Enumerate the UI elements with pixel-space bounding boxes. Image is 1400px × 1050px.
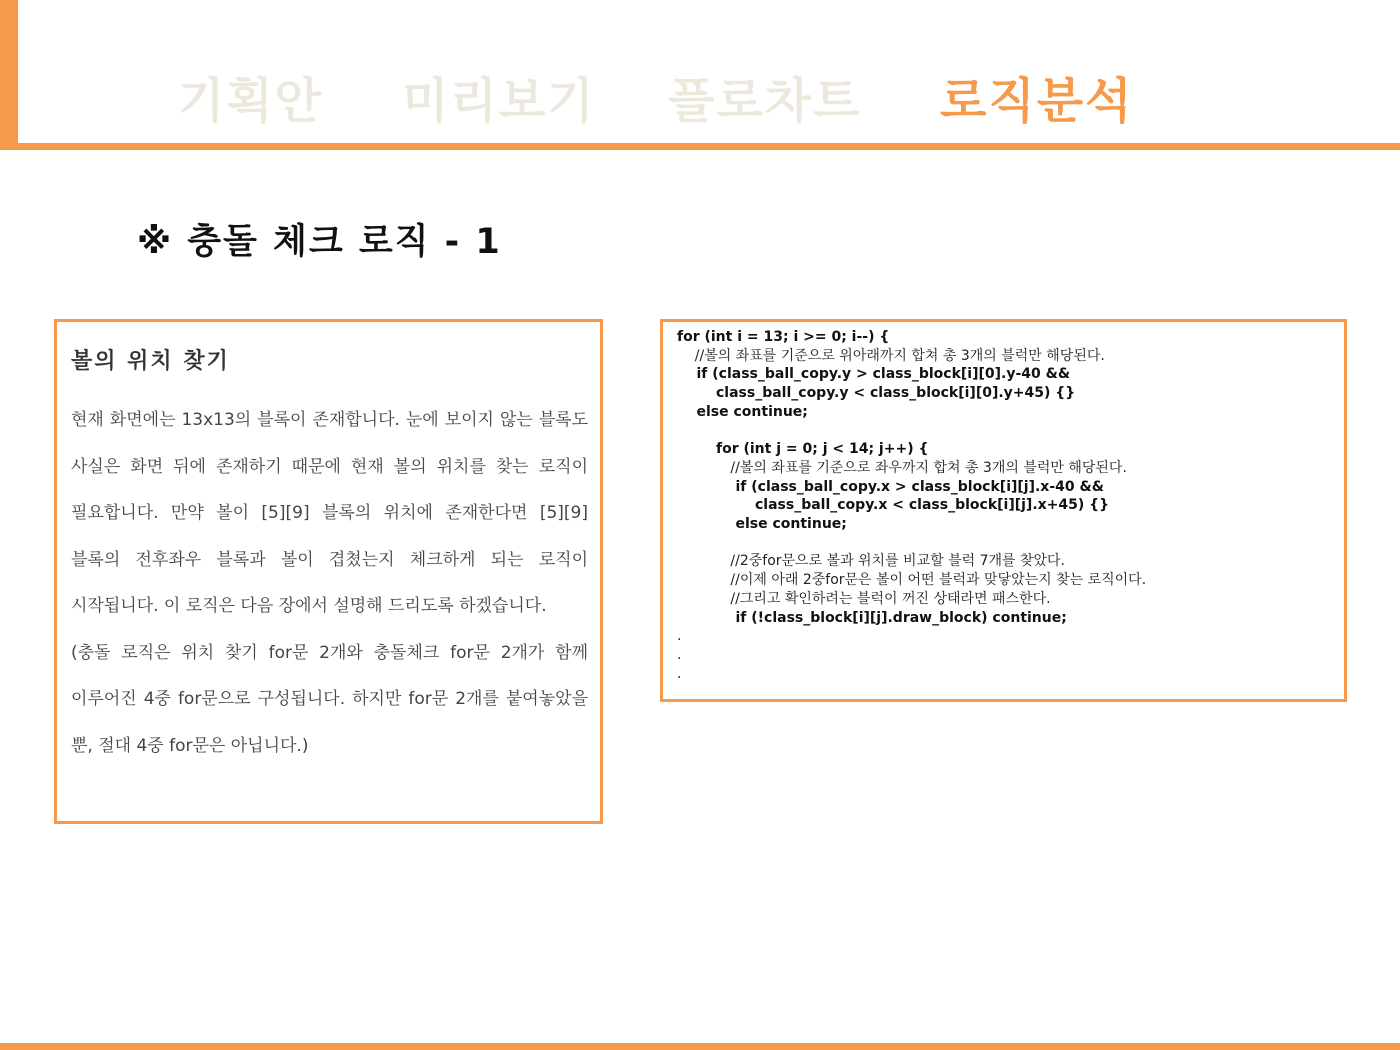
- code-blank-line: [677, 422, 1336, 441]
- tab-logic-analysis[interactable]: 로직분석: [940, 73, 1134, 129]
- code-line: else continue;: [677, 403, 808, 420]
- code-comment: //볼의 좌표를 기준으로 위아래까지 합쳐 총 3개의 블럭만 해당된다.: [677, 347, 1105, 364]
- code-comment: //볼의 좌표를 기준으로 좌우까지 합쳐 총 3개의 블럭만 해당된다.: [677, 459, 1127, 476]
- footer-divider: [0, 1043, 1400, 1050]
- code-ellipsis-dot: .: [677, 628, 682, 645]
- code-line: else continue;: [677, 516, 847, 533]
- tab-plan[interactable]: 기획안: [178, 73, 324, 129]
- code-comment: //그리고 확인하려는 블럭이 꺼진 상태라면 패스한다.: [677, 590, 1051, 607]
- code-line: for (int j = 0; j < 14; j++) {: [677, 441, 929, 458]
- code-comment: //2중for문으로 볼과 위치를 비교할 블럭 7개를 찾았다.: [677, 553, 1066, 570]
- header-divider: [0, 143, 1400, 150]
- code-comment: //이제 아래 2중for문은 볼이 어떤 블럭과 맞닿았는지 찾는 로직이다.: [677, 572, 1147, 589]
- code-line: for (int i = 13; i >= 0; i--) {: [677, 329, 890, 345]
- top-nav: [0, 62, 1400, 129]
- code-blank-line: [677, 534, 1336, 553]
- description-paragraph: 현재 화면에는 13x13의 블록이 존재합니다. 눈에 보이지 않는 블록도 사실은 화면 뒤에 존재하기 때문에 현재 볼의 위치를 찾는 로직이 필요합니다. 만약 볼이 [5][9] 블록의 위치에 존재한다면 [5][9] 블록의 전후좌우 블록과 볼이 겹쳤는지 체크하게 되는 로직이 시작됩니다. 이 로직은 다음 장에서 설명해 드리도록 하겠습니다.: [71, 410, 588, 616]
- code-panel: [660, 319, 1347, 702]
- code-line: class_ball_copy.y < class_block[i][0].y+45) {}: [677, 385, 1076, 402]
- description-note: (충돌 로직은 위치 찾기 for문 2개와 충돌체크 for문 2개가 함께 이루어진 4중 for문으로 구성됩니다. 하지만 for문 2개를 붙여놓았을 뿐, 절대 4중 for문은 아닙니다.): [71, 642, 588, 756]
- code-line: if (class_ball_copy.y > class_block[i][0].y-40 &&: [677, 366, 1071, 383]
- code-line: class_ball_copy.x < class_block[i][j].x+45) {}: [677, 497, 1110, 514]
- description-panel: [54, 319, 603, 824]
- code-ellipsis-dot: .: [677, 665, 682, 682]
- code-ellipsis-dot: .: [677, 646, 682, 663]
- tab-flowchart[interactable]: 플로차트: [668, 73, 862, 129]
- code-line: if (class_ball_copy.x > class_block[i][j].x-40 &&: [677, 478, 1104, 495]
- page-title: ※ 충돌 체크 로직 - 1: [137, 222, 502, 262]
- tab-preview[interactable]: 미리보기: [402, 73, 596, 129]
- code-line: if (!class_block[i][j].draw_block) continue;: [677, 609, 1067, 626]
- description-heading: 볼의 위치 찾기: [71, 349, 230, 374]
